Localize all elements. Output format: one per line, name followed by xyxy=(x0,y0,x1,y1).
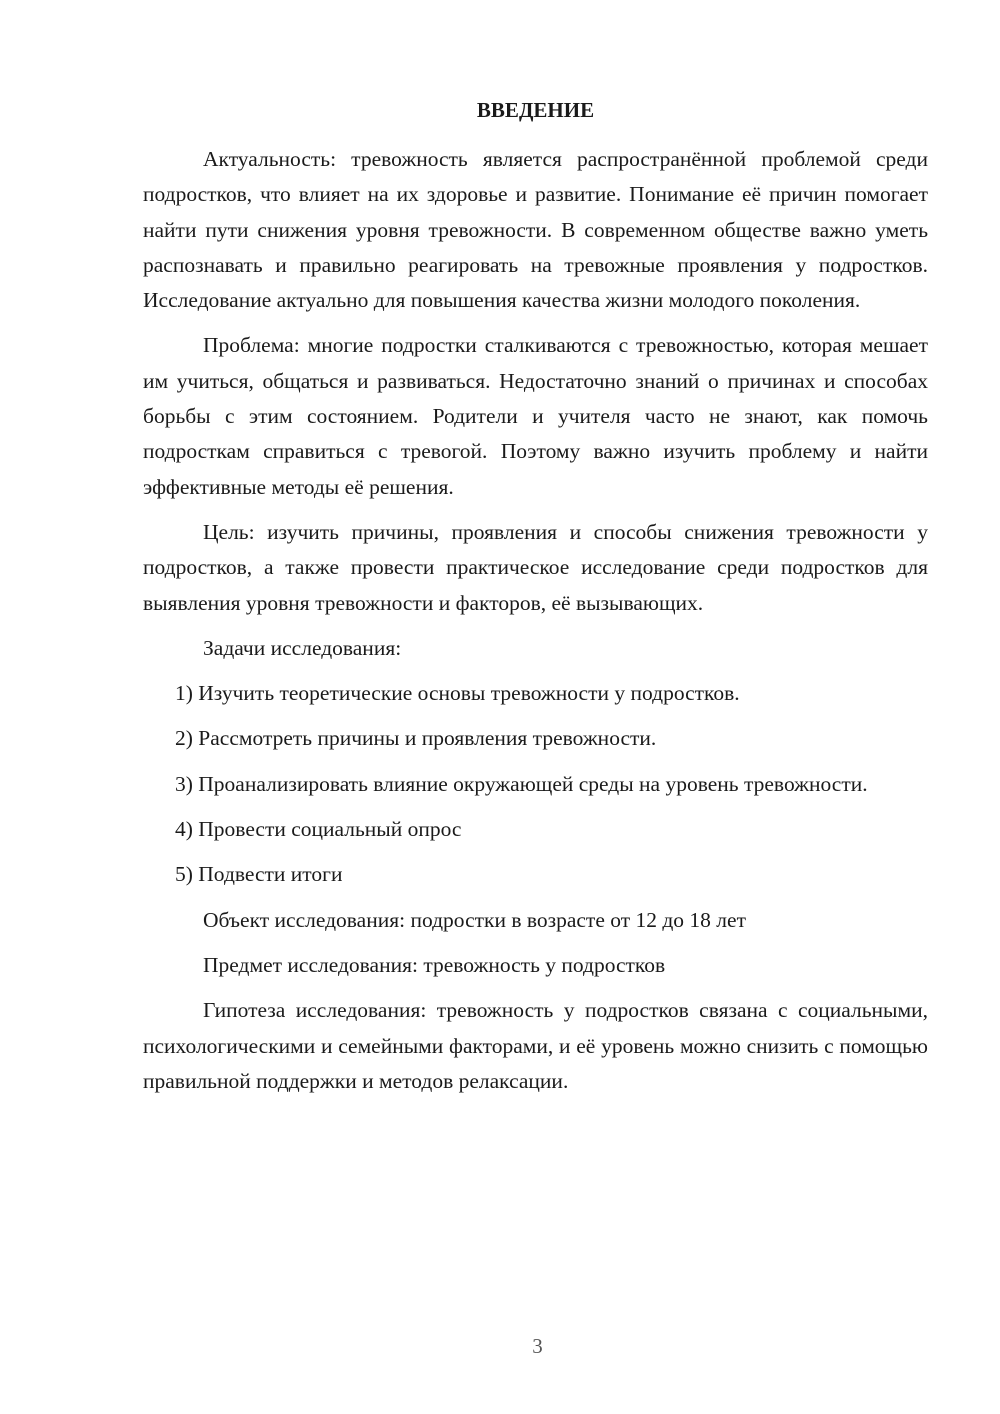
paragraph-problem: Проблема: многие подростки сталкиваются с тревожностью, которая мешает им учиться, общаться и развиваться. Недостаточно знаний о причинах и способах борьбы с этим состоянием. Родители и учителя часто не знают, как помочь подросткам справиться с тревогой. Поэтому важно изучить проблему и найти эффективные методы её решения. xyxy=(143,333,928,499)
research-subject: Предмет исследования: тревожность у подростков xyxy=(203,952,666,977)
tasks-heading: Задачи исследования: xyxy=(203,635,402,660)
page-number: 3 xyxy=(532,1334,543,1358)
document-title: ВВЕДЕНИЕ xyxy=(476,98,595,122)
task-item-1: 1) Изучить теоретические основы тревожности у подростков. xyxy=(175,681,740,706)
document-page xyxy=(143,93,928,1109)
paragraph-relevance: Актуальность: тревожность является распространённой проблемой среди подростков, что влияет на их здоровье и развитие. Понимание её причин помогает найти пути снижения уровня тревожности. В современном обществе важно уметь распознавать и правильно реагировать на тревожные проявления у подростков. Исследование актуально для повышения качества жизни молодого поколения. xyxy=(143,147,928,313)
task-item-4: 4) Провести социальный опрос xyxy=(175,817,462,842)
task-item-5: 5) Подвести итоги xyxy=(175,862,343,887)
paragraph-goal: Цель: изучить причины, проявления и способы снижения тревожности у подростков, а также провести практическое исследование среди подростков для выявления уровня тревожности и факторов, её вызывающих. xyxy=(143,519,928,615)
research-object: Объект исследования: подростки в возрасте от 12 до 18 лет xyxy=(203,907,746,932)
task-item-2: 2) Рассмотреть причины и проявления тревожности. xyxy=(175,726,657,751)
research-hypothesis: Гипотеза исследования: тревожность у подростков связана с социальными, психологическими и семейными факторами, и её уровень можно снизить с помощью правильной поддержки и методов релаксации. xyxy=(143,998,928,1093)
task-item-3: 3) Проанализировать влияние окружающей среды на уровень тревожности. xyxy=(175,771,868,796)
